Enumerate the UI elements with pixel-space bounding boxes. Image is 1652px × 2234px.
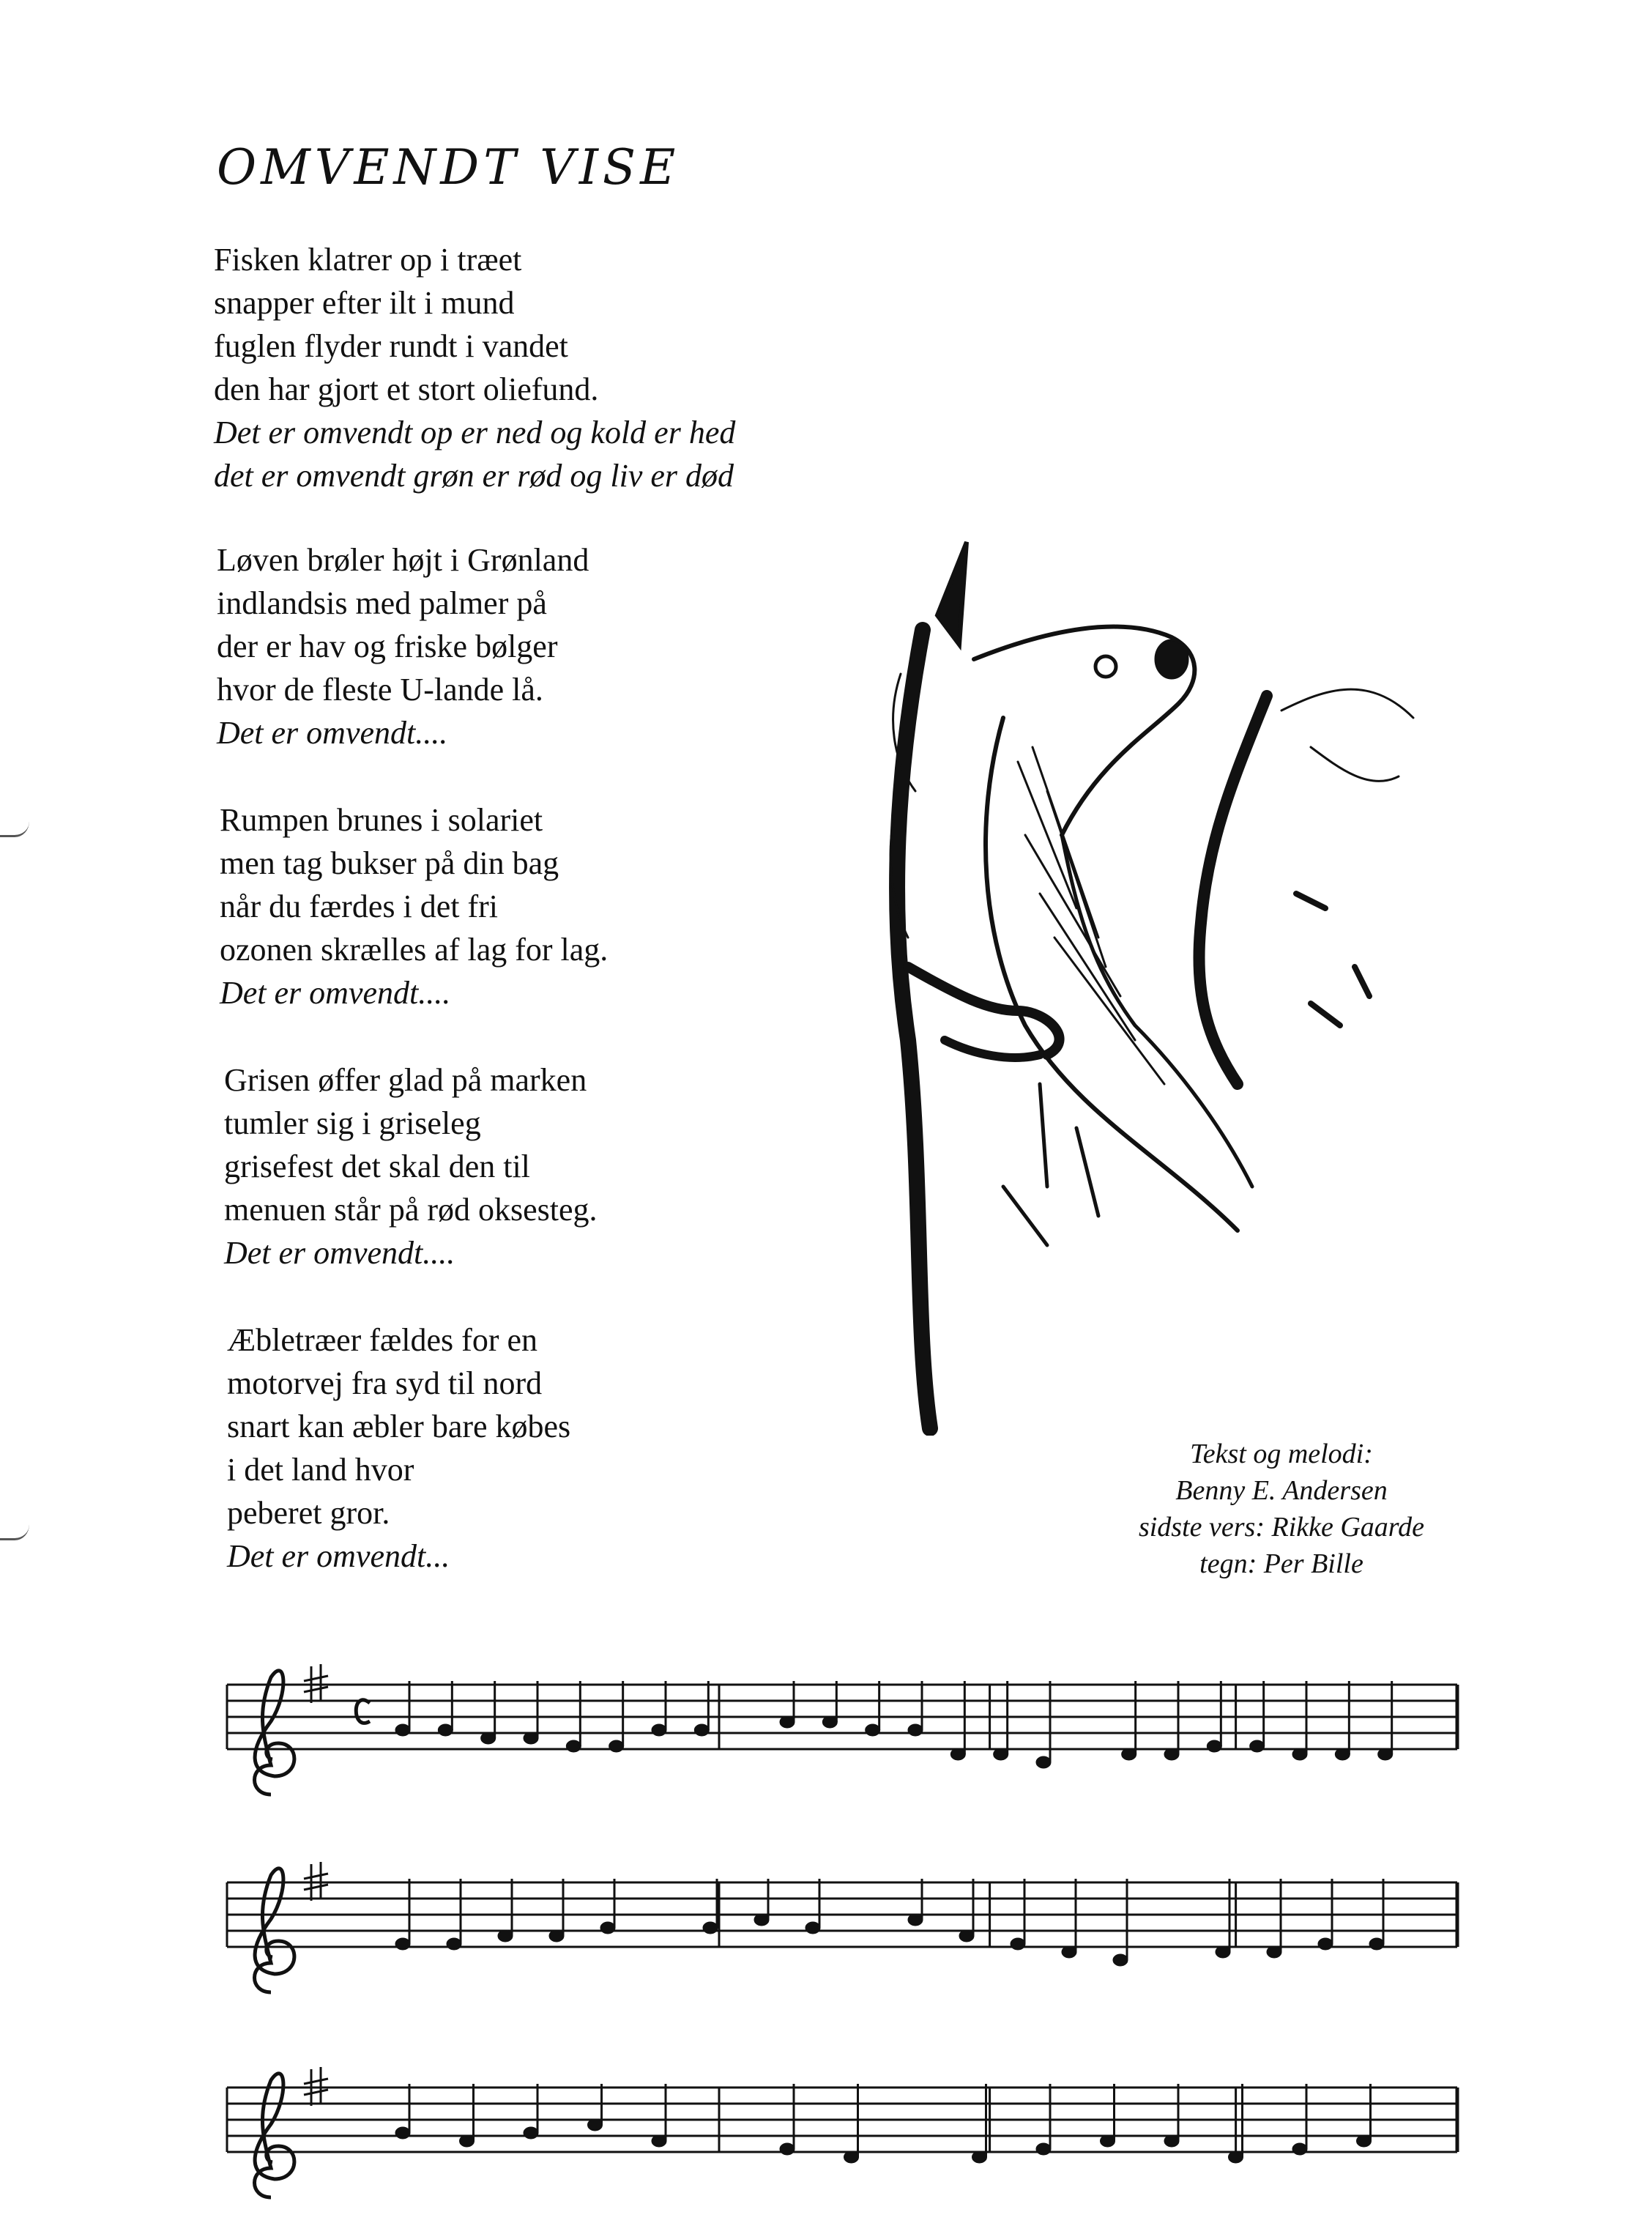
note-icon [1036, 2143, 1051, 2155]
credits [1076, 1436, 1487, 1582]
note-icon [1036, 1756, 1051, 1768]
lyric-line: Løven brøler højt i Grønland [217, 542, 589, 578]
punch-hole-mark [0, 806, 29, 837]
lyric-line: når du færdes i det fri [220, 888, 498, 924]
note-icon [395, 1724, 410, 1736]
lyric-line: snart kan æbler bare købes [227, 1409, 571, 1444]
music-staff [220, 1648, 1465, 1816]
note-icon [1318, 1938, 1333, 1950]
note-icon [959, 1930, 974, 1942]
punch-hole-mark [0, 1509, 29, 1540]
lyric-line: Det er omvendt.... [217, 715, 448, 751]
note-icon [972, 2151, 987, 2163]
note-icon [588, 2119, 603, 2131]
lyric-line: peberet gror. [227, 1495, 390, 1531]
note-icon [652, 2135, 666, 2147]
note-icon [1229, 2151, 1243, 2163]
staff-lines [227, 1664, 1457, 1795]
lyric-line: der er hav og friske bølger [217, 628, 558, 664]
note-icon [1207, 1740, 1221, 1752]
note-icon [395, 1938, 410, 1950]
lyric-line: Det er omvendt... [227, 1538, 450, 1574]
note-icon [481, 1732, 496, 1744]
note-icon [524, 2127, 538, 2139]
lyric-line: fuglen flyder rundt i vandet [214, 328, 568, 364]
note-icon [1292, 2143, 1307, 2155]
music-staff [220, 2051, 1465, 2219]
note-icon [703, 1922, 718, 1934]
note-icon [1216, 1946, 1230, 1958]
lyric-line: menuen står på rød oksesteg. [224, 1192, 598, 1228]
lyric-line: grisefest det skal den til [224, 1148, 530, 1184]
music-staff [220, 1846, 1465, 2014]
lyric-line: Det er omvendt op er ned og kold er hed [214, 415, 736, 450]
stanza [214, 238, 1019, 497]
note-icon [600, 1922, 615, 1934]
note-icon [908, 1724, 923, 1736]
lyric-line: motorvej fra syd til nord [227, 1365, 543, 1401]
note-icon [1164, 2135, 1179, 2147]
note-icon [1122, 1748, 1136, 1760]
lyric-line: Det er omvendt.... [224, 1235, 455, 1271]
note-icon [844, 2151, 859, 2163]
lyric-line: ozonen skrælles af lag for lag. [220, 932, 609, 968]
note-icon [1164, 1748, 1179, 1760]
credits-line: tegn: Per Bille [1199, 1548, 1363, 1579]
staff-lines [227, 1862, 1457, 1992]
lyric-line: tumler sig i griseleg [224, 1105, 481, 1141]
note-icon [994, 1748, 1008, 1760]
note-icon [754, 1914, 769, 1926]
note-icon [908, 1914, 923, 1926]
note-icon [1267, 1946, 1281, 1958]
fish-drawing-illustration [857, 527, 1443, 1436]
lyric-line: den har gjort et stort oliefund. [214, 371, 599, 407]
note-icon [460, 2135, 475, 2147]
note-icon [1335, 1748, 1350, 1760]
staff-lines [227, 2067, 1457, 2197]
lyric-line: det er omvendt grøn er rød og liv er død [214, 458, 734, 494]
note-icon [447, 1938, 461, 1950]
lyric-line: Det er omvendt.... [220, 975, 451, 1011]
note-icon [609, 1740, 624, 1752]
lyric-line: indlandsis med palmer på [217, 585, 547, 621]
note-icon [524, 1732, 538, 1744]
note-icon [1113, 1954, 1128, 1966]
note-icon [1101, 2135, 1115, 2147]
note-icon [780, 1716, 795, 1728]
lyric-line: hvor de fleste U-lande lå. [217, 672, 543, 708]
lyric-line: Grisen øffer glad på marken [224, 1062, 587, 1098]
note-icon [805, 1922, 820, 1934]
note-icon [1378, 1748, 1393, 1760]
note-icon [1292, 1748, 1307, 1760]
lyric-line: Rumpen brunes i solariet [220, 802, 543, 838]
note-icon [652, 1724, 666, 1736]
note-icon [566, 1740, 581, 1752]
note-icon [1250, 1740, 1265, 1752]
note-icon [694, 1724, 709, 1736]
note-icon [950, 1748, 965, 1760]
lyric-line: men tag bukser på din bag [220, 845, 559, 881]
note-icon [1011, 1938, 1025, 1950]
note-icon [498, 1930, 513, 1942]
note-icon [395, 2127, 410, 2139]
note-icon [866, 1724, 880, 1736]
lyric-line: Fisken klatrer op i træet [214, 242, 522, 278]
song-title: OMVENDT VISE [217, 139, 680, 196]
lyric-line: snapper efter ilt i mund [214, 285, 515, 321]
lyric-line: Æbletræer fældes for en [227, 1322, 537, 1358]
note-icon [1357, 2135, 1372, 2147]
note-icon [549, 1930, 564, 1942]
note-icon [1062, 1946, 1076, 1958]
credits-line: Benny E. Andersen [1175, 1475, 1388, 1506]
lyric-line: i det land hvor [227, 1452, 414, 1488]
common-time-icon [356, 1700, 370, 1723]
note-icon [1369, 1938, 1384, 1950]
note-icon [438, 1724, 453, 1736]
note-icon [822, 1716, 837, 1728]
credits-line: Tekst og melodi: [1190, 1439, 1373, 1469]
credits-line: sidste vers: Rikke Gaarde [1138, 1512, 1425, 1543]
note-icon [780, 2143, 795, 2155]
